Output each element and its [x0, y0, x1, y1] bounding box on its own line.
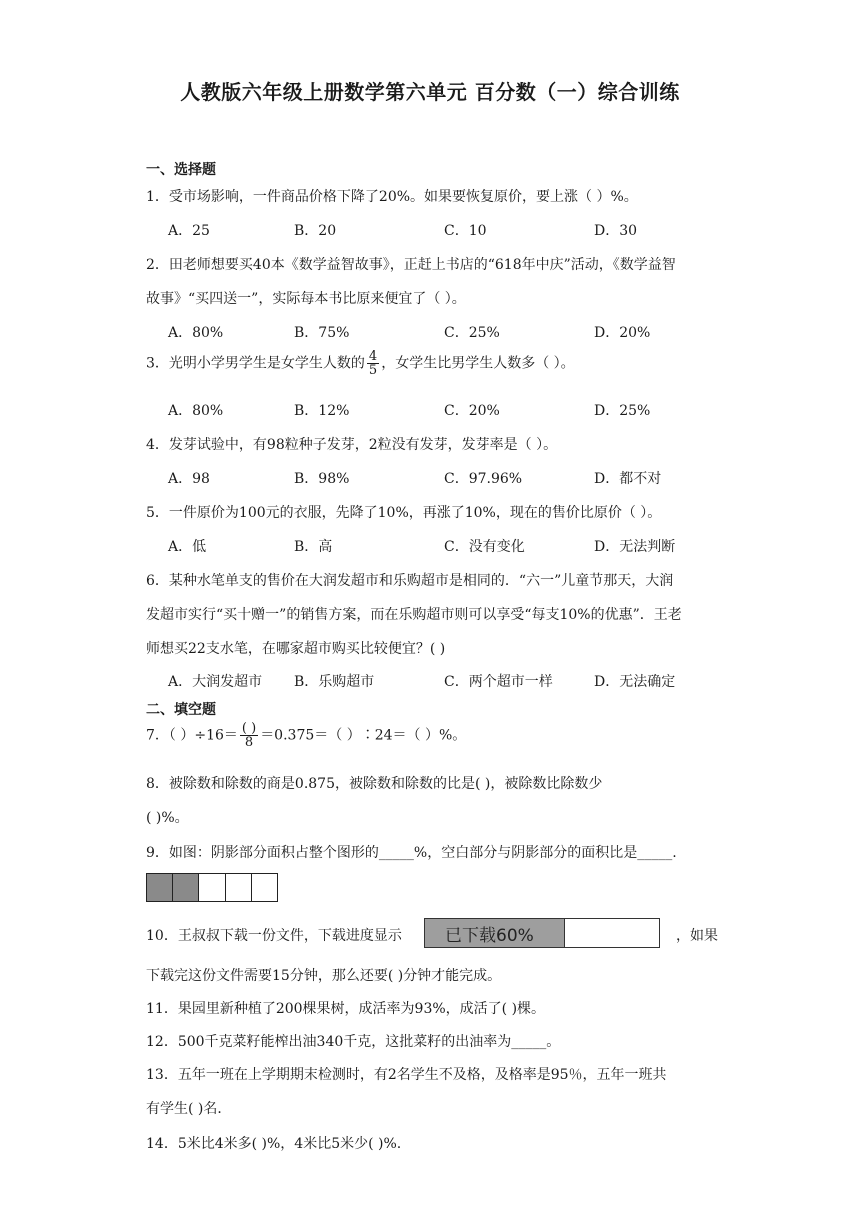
blank-cell [199, 874, 225, 901]
shaded-cell [147, 874, 173, 901]
option-c[interactable]: C．两个超市一样 [444, 674, 553, 690]
question-8-line-2: ( )%。 [146, 810, 189, 826]
option-c[interactable]: C．20% [444, 403, 500, 419]
question-3 [146, 350, 575, 377]
question-1: 1．受市场影响，一件商品价格下降了20%。如果要恢复原价，要上涨（ ）%。 [146, 189, 638, 205]
question-10-text-after: ，如果 [676, 928, 718, 944]
blank-cell [252, 874, 277, 901]
section-heading-fill: 二、填空题 [146, 702, 216, 718]
option-d[interactable]: D．25% [594, 403, 651, 419]
shaded-cell [173, 874, 199, 901]
section-heading-choice: 一、选择题 [146, 162, 216, 178]
question-10-line-1 [146, 925, 402, 945]
question-2-line-1: 2．田老师想要买40本《数学益智故事》，正赶上书店的“618年中庆”活动，《数学益智 [146, 257, 676, 273]
option-d[interactable]: D．无法判断 [594, 539, 676, 555]
question-11: 11．果园里新种植了200棵果树，成活率为93%，成活了( )棵。 [146, 1001, 546, 1017]
option-b[interactable]: B．高 [294, 539, 333, 555]
option-a[interactable]: A．80% [168, 403, 224, 419]
progress-remaining [565, 919, 659, 947]
question-12: 12．500千克菜籽能榨出油340千克，这批菜籽的出油率为_____。 [146, 1034, 561, 1050]
option-b[interactable]: B．20 [294, 223, 337, 239]
option-b[interactable]: B．乐购超市 [294, 674, 375, 690]
question-6-line-1: 6．某种水笔单支的售价在大润发超市和乐购超市是相同的．“六一”儿童节那天，大润 [146, 573, 674, 589]
question-7 [146, 722, 466, 749]
option-d[interactable]: D．都不对 [594, 471, 662, 487]
option-a[interactable]: A．低 [168, 539, 207, 555]
page-title: 人教版六年级上册数学第六单元 百分数（一）综合训练 [180, 80, 680, 104]
fraction-numerator: 4 [368, 349, 378, 364]
question-14: 14．5米比4米多( )%，4米比5米少( )%. [146, 1136, 402, 1152]
fraction-denominator: 8 [244, 735, 254, 750]
option-c[interactable]: C．97.96% [444, 471, 523, 487]
option-b[interactable]: B．98% [294, 471, 350, 487]
option-a[interactable]: A．大润发超市 [168, 674, 263, 690]
question-7-text-after: ＝0.375＝（ ）∶24＝（ ）%。 [260, 727, 467, 744]
question-6-line-3: 师想买22支水笔，在哪家超市购买比较便宜？( ) [146, 641, 446, 657]
question-10-line-2: 下载完这份文件需要15分钟，那么还要( )分钟才能完成。 [146, 968, 502, 984]
option-a[interactable]: A．98 [168, 471, 210, 487]
fraction-numerator: ( ) [241, 721, 257, 736]
fraction [240, 722, 258, 749]
option-c[interactable]: C．10 [444, 223, 487, 239]
question-4: 4．发芽试验中，有98粒种子发芽，2粒没有发芽，发芽率是（ ）。 [146, 437, 558, 453]
question-9: 9．如图：阴影部分面积占整个图形的_____%，空白部分与阴影部分的面积比是_____. [146, 845, 677, 861]
question-10-text-before: 10．王叔叔下载一份文件，下载进度显示 [146, 928, 402, 944]
question-8-line-1: 8．被除数和除数的商是0.875，被除数和除数的比是( )，被除数比除数少 [146, 776, 603, 792]
question-2-line-2: 故事》“买四送一”，实际每本书比原来便宜了（ ）。 [146, 291, 466, 307]
option-d[interactable]: D．30 [594, 223, 638, 239]
question-6-line-2: 发超市实行“买十赠一”的销售方案，而在乐购超市则可以享受“每支10%的优惠”．王老 [146, 607, 682, 623]
option-b[interactable]: B．12% [294, 403, 350, 419]
option-b[interactable]: B．75% [294, 325, 350, 341]
option-a[interactable]: A．80% [168, 325, 224, 341]
option-c[interactable]: C．25% [444, 325, 500, 341]
option-d[interactable]: D．20% [594, 325, 651, 341]
option-c[interactable]: C．没有变化 [444, 539, 525, 555]
progress-fill: 已下载60% [425, 919, 565, 947]
download-progress-bar [424, 918, 660, 948]
option-d[interactable]: D．无法确定 [594, 674, 676, 690]
fraction-denominator: 5 [368, 363, 378, 378]
question-3-text-before: 3．光明小学男学生是女学生人数的 [146, 355, 365, 372]
fraction [367, 350, 379, 377]
shaded-rectangle-figure [146, 873, 278, 902]
option-a[interactable]: A．25 [168, 223, 210, 239]
question-3-text-after: ，女学生比男学生人数多（ ）。 [381, 355, 575, 372]
blank-cell [226, 874, 252, 901]
question-7-text-before: 7．（ ）÷16＝ [146, 727, 238, 744]
question-13-line-2: 有学生( )名． [146, 1101, 232, 1117]
question-5: 5．一件原价为100元的衣服，先降了10%，再涨了10%，现在的售价比原价（ ）。 [146, 505, 662, 521]
question-13-line-1: 13．五年一班在上学期期末检测时，有2名学生不及格，及格率是95％，五年一班共 [146, 1067, 667, 1083]
